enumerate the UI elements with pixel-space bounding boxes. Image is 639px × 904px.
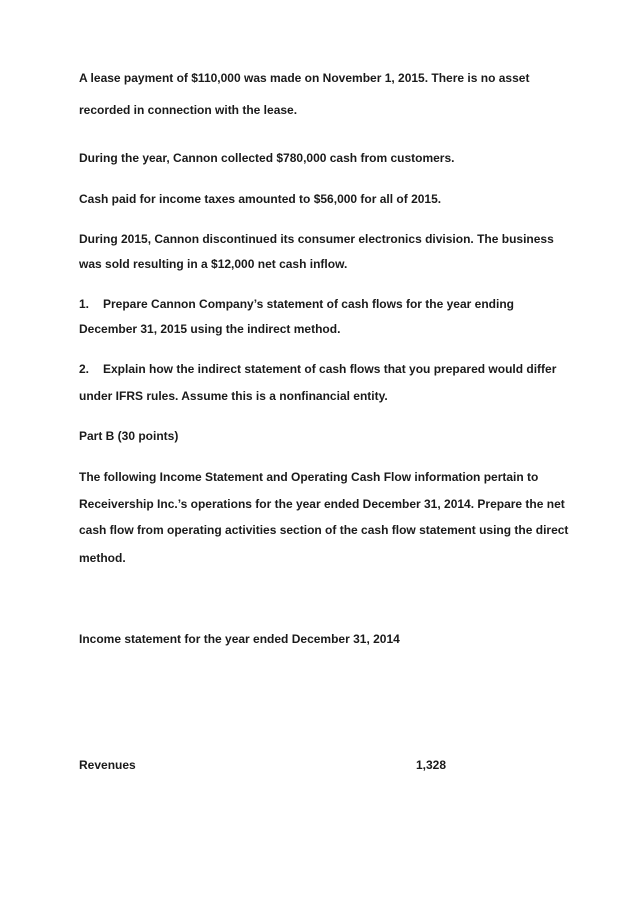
paragraph-lease-line2: recorded in connection with the lease.: [79, 103, 298, 117]
paragraph-discontinued-line2: was sold resulting in a $12,000 net cash inflow.: [79, 257, 348, 271]
income-statement-title: Income statement for the year ended December 31, 2014: [79, 632, 400, 646]
question-2-line2: under IFRS rules. Assume this is a nonfinancial entity.: [79, 389, 388, 403]
paragraph-collections: During the year, Cannon collected $780,000 cash from customers.: [79, 151, 455, 165]
question-1-line2: December 31, 2015 using the indirect method.: [79, 322, 341, 336]
part-b-intro-line4: method.: [79, 551, 126, 565]
part-b-intro-line3: cash flow from operating activities section of the cash flow statement using the direct: [79, 523, 569, 537]
part-b-intro-line2: Receivership Inc.’s operations for the year ended December 31, 2014. Prepare the net: [79, 497, 565, 511]
part-b-heading: Part B (30 points): [79, 429, 179, 443]
question-1-line1: [79, 297, 514, 311]
paragraph-lease-line1: A lease payment of $110,000 was made on November 1, 2015. There is no asset: [79, 71, 530, 85]
revenues-value: 1,328: [416, 758, 447, 772]
paragraph-discontinued-line1: During 2015, Cannon discontinued its consumer electronics division. The business: [79, 232, 554, 246]
part-b-intro-line1: The following Income Statement and Operating Cash Flow information pertain to: [79, 470, 539, 484]
question-2-line1: [79, 362, 556, 376]
question-1-number: 1.: [79, 297, 90, 311]
question-2-number: 2.: [79, 362, 90, 376]
revenues-label: Revenues: [79, 758, 136, 772]
paragraph-income-taxes: Cash paid for income taxes amounted to $56,000 for all of 2015.: [79, 192, 442, 206]
question-1-text: Prepare Cannon Company’s statement of cash flows for the year ending: [103, 297, 514, 311]
question-2-text: Explain how the indirect statement of cash flows that you prepared would differ: [103, 362, 557, 376]
